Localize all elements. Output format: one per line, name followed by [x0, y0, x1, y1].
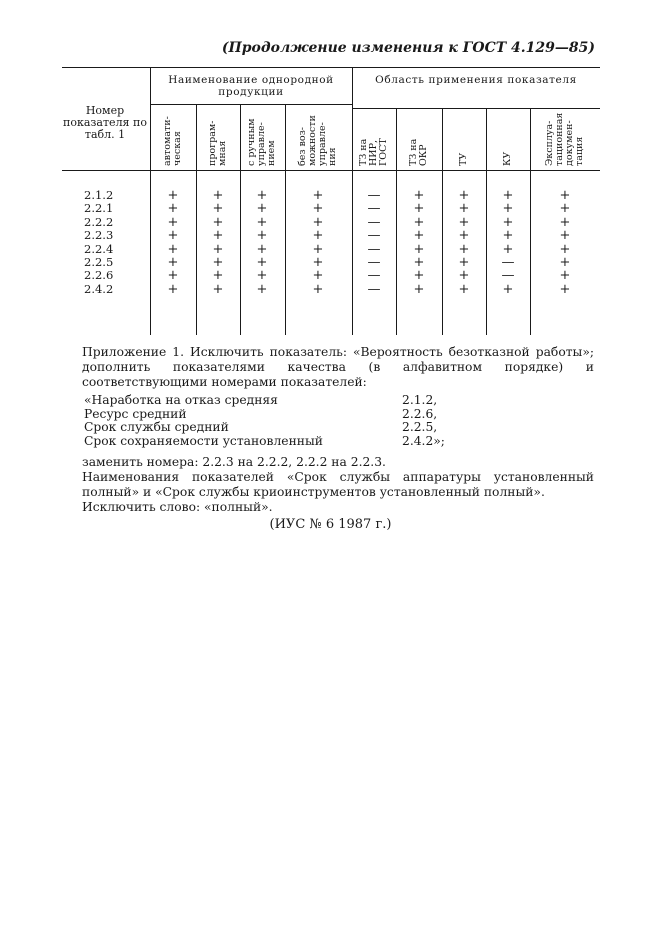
table-cell: + [312, 241, 324, 257]
table-cell: — [367, 268, 381, 284]
table-cell: — [367, 241, 381, 257]
table-cell: + [458, 268, 470, 284]
table-cell: + [312, 214, 324, 230]
product-group-header: Наименование однородной продукции [168, 74, 334, 98]
table-cell: — [367, 228, 381, 244]
column-header-9: Эксплуа- тационная докумен- тация [544, 112, 585, 166]
table-cell: + [502, 188, 514, 203]
table-cell: + [413, 228, 425, 244]
table-cell: + [559, 201, 571, 217]
indicator-name: Срок службы средний [84, 420, 229, 434]
table-cell: + [559, 281, 571, 297]
column-header-8: КУ [502, 151, 513, 166]
table-cell: + [413, 281, 425, 297]
table-cell: + [212, 281, 224, 297]
intro-text: Приложение 1. Исключить показатель: «Вероятность безотказной работы»; дополнить показателями качества (в алфавитном порядке) и соответствующими номерами показателей: [82, 345, 594, 389]
table-cell: + [502, 214, 514, 230]
row-number: 2.1.2 [84, 188, 114, 202]
table-cell: + [212, 228, 224, 244]
table-cell: + [167, 201, 179, 217]
indicator-code: 2.4.2»; [402, 433, 445, 448]
table-cell: + [167, 188, 179, 203]
source-reference: (ИУС № 6 1987 г.) [269, 517, 392, 532]
table-cell: + [413, 214, 425, 230]
table-cell: + [256, 201, 268, 217]
indicator-list [84, 394, 564, 448]
table-cell: + [212, 188, 224, 203]
table-cell: + [458, 281, 470, 297]
table-cell: + [413, 188, 425, 203]
table-cell: — [367, 201, 381, 217]
table-cell: + [167, 281, 179, 297]
row-number: 2.2.2 [84, 214, 114, 229]
row-number: 2.2.3 [84, 228, 114, 243]
table-cell: — [501, 255, 515, 270]
table-cell: + [256, 228, 268, 244]
table-cell: — [367, 255, 381, 270]
table-cell: + [502, 228, 514, 244]
list-item [84, 394, 564, 408]
changes-paragraph [62, 455, 594, 515]
table-cell: + [559, 228, 571, 244]
column-header-2: програм- мная [207, 120, 228, 166]
table-cell: + [256, 268, 268, 284]
table-cell: + [212, 255, 224, 270]
number-column-header: Номер показателя по табл. 1 [63, 104, 147, 141]
table-cell: + [458, 201, 470, 217]
row-number: 2.2.5 [84, 255, 114, 269]
table-cell: + [167, 214, 179, 230]
table-cell: + [312, 255, 324, 270]
table-cell: + [256, 281, 268, 297]
table-cell: + [458, 255, 470, 270]
table-cell: + [458, 214, 470, 230]
indicator-code: 2.1.2, [402, 393, 438, 407]
replace-text: заменить номера: 2.2.3 на 2.2.2, 2.2.2 на 2.2.3. [82, 455, 386, 469]
names-change-text: Наименования показателей «Срок службы аппаратуры установленный полный» и «Срок службы криоинструментов установленный полный». [82, 470, 594, 499]
table-cell: — [367, 214, 381, 230]
column-header-6: ТЗ на ОКР [408, 138, 429, 166]
table-cell: + [212, 214, 224, 230]
table-cell: — [367, 281, 381, 297]
application-area-header: Область применения показателя [375, 74, 577, 86]
table-cell: + [559, 255, 571, 270]
table-cell: + [413, 268, 425, 284]
table-cell: + [312, 268, 324, 284]
column-header-5: ТЗ на НИР, ГОСТ [358, 138, 389, 166]
list-item [84, 435, 564, 449]
table-cell: — [501, 268, 515, 284]
exclude-word-text: Исключить слово: «полный». [82, 500, 273, 514]
table-cell: + [502, 281, 514, 297]
table-cell: + [167, 255, 179, 270]
table-cell: + [413, 255, 425, 270]
table-cell: + [502, 201, 514, 217]
table-cell: + [167, 241, 179, 257]
table-cell: + [256, 214, 268, 230]
table-cell: + [312, 228, 324, 244]
table-cell: + [212, 268, 224, 284]
table-cell: + [312, 188, 324, 203]
table-cell: + [312, 201, 324, 217]
indicator-name: Ресурс средний [84, 406, 187, 421]
table-cell: + [312, 281, 324, 297]
indicator-name: «Наработка на отказ средняя [84, 393, 278, 407]
table-cell: — [367, 188, 381, 203]
table-cell: + [413, 241, 425, 257]
table-cell: + [559, 268, 571, 284]
list-item [84, 408, 564, 422]
table-cell: + [167, 228, 179, 244]
table-cell: + [212, 201, 224, 217]
row-number: 2.4.2 [84, 281, 114, 296]
row-number: 2.2.4 [84, 241, 114, 256]
appendix-paragraph [62, 345, 594, 390]
column-header-1: автомати- ческая [162, 116, 183, 166]
indicator-code: 2.2.6, [402, 406, 438, 421]
indicator-code: 2.2.5, [402, 420, 438, 434]
list-item [84, 421, 564, 435]
table-cell: + [559, 214, 571, 230]
table-cell: + [256, 255, 268, 270]
column-header-4: без воз- можности управле- ния [297, 115, 338, 166]
table-cell: + [458, 188, 470, 203]
column-header-3: с ручным управле- нием [246, 118, 277, 166]
table-cell: + [502, 241, 514, 257]
row-number: 2.2.1 [84, 201, 114, 216]
table-cell: + [559, 188, 571, 203]
table-cell: + [559, 241, 571, 257]
page-header: (Продолжение изменения к ГОСТ 4.129—85) [221, 40, 595, 56]
column-header-7: ТУ [458, 152, 469, 166]
table-cell: + [212, 241, 224, 257]
table-cell: + [458, 228, 470, 244]
indicator-name: Срок сохраняемости установленный [84, 433, 323, 448]
row-number: 2.2.6 [84, 268, 114, 283]
table-cell: + [256, 188, 268, 203]
table-cell: + [413, 201, 425, 217]
table-cell: + [458, 241, 470, 257]
table-cell: + [256, 241, 268, 257]
table-cell: + [167, 268, 179, 284]
